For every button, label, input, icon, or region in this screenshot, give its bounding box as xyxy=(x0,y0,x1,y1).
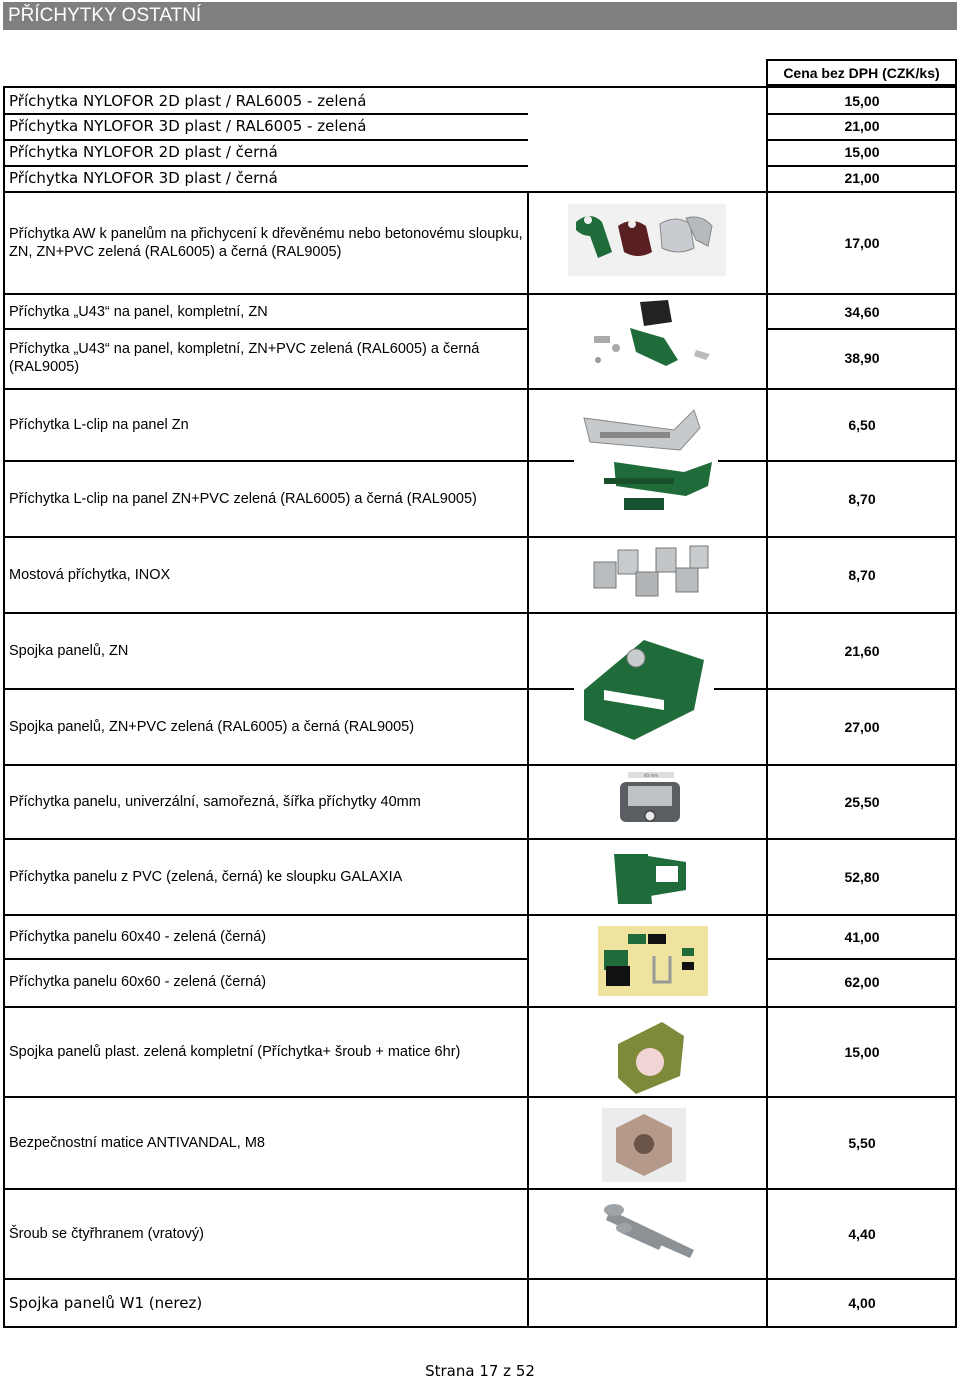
product-price: 4,00 xyxy=(848,1295,876,1311)
product-price: 4,40 xyxy=(848,1226,876,1242)
product-name: Šroub se čtyřhranem (vratový) xyxy=(9,1226,205,1242)
product-name: Mostová příchytka, INOX xyxy=(9,567,171,583)
table-rule xyxy=(3,1326,957,1328)
table-rule xyxy=(3,958,528,960)
product-name: Příchytka panelu z PVC (zelená, černá) ke sloupku GALAXIA xyxy=(9,869,403,885)
table-rule xyxy=(3,86,5,1328)
table-rule xyxy=(3,165,528,167)
product-name: Příchytka „U43“ na panel, kompletní, ZN+PVC zelená (RAL6005) a černá (RAL9005) xyxy=(9,341,480,375)
table-rule xyxy=(766,86,768,1328)
table-rule xyxy=(3,1096,957,1098)
table-rule xyxy=(766,958,957,960)
product-price: 52,80 xyxy=(844,869,880,885)
table-rule xyxy=(3,1188,957,1190)
price-column-header: Cena bez DPH (CZK/ks) xyxy=(766,59,957,86)
product-name: Spojka panelů, ZN xyxy=(9,643,129,659)
table-rule xyxy=(955,59,957,1328)
table-rule xyxy=(3,688,957,690)
product-name: Spojka panelů plast. zelená kompletní (Příchytka+ šroub + matice 6hr) xyxy=(9,1044,461,1060)
galaxia-clip-image xyxy=(610,848,690,910)
product-price: 15,00 xyxy=(844,1044,880,1060)
table-rule xyxy=(766,328,957,330)
product-price: 25,50 xyxy=(844,794,880,810)
antivandal-nut-image xyxy=(602,1108,686,1182)
table-rule xyxy=(3,460,957,462)
product-price: 5,50 xyxy=(848,1135,876,1151)
table-rule xyxy=(3,139,528,141)
product-name: Příchytka NYLOFOR 2D plast / černá xyxy=(9,143,278,161)
product-price: 17,00 xyxy=(844,235,880,251)
product-name: Příchytka AW k panelům na přichycení k dřevěnému nebo betonovému sloupku, ZN, ZN+PVC zelená (RAL6005) a černá (RAL9005) xyxy=(9,226,523,260)
product-price: 27,00 xyxy=(844,719,880,735)
table-rule xyxy=(3,191,957,193)
product-name: Bezpečnostní matice ANTIVANDAL, M8 xyxy=(9,1135,266,1151)
product-price: 21,00 xyxy=(844,170,880,186)
product-name: Spojka panelů W1 (nerez) xyxy=(9,1294,203,1312)
product-price: 62,00 xyxy=(844,974,880,990)
product-name: Příchytka panelu 60x60 - zelená (černá) xyxy=(9,974,267,990)
product-price: 6,50 xyxy=(848,417,876,433)
universal-clip-image xyxy=(614,772,686,832)
table-rule xyxy=(3,1278,957,1280)
product-name: Příchytka NYLOFOR 3D plast / RAL6005 - zelená xyxy=(9,117,367,135)
page-footer: Strana 17 z 52 xyxy=(425,1362,535,1380)
svg-text:40 mm: 40 mm xyxy=(643,773,659,778)
product-price: 8,70 xyxy=(848,567,876,583)
clip-60x40-image xyxy=(598,926,708,996)
product-name: Spojka panelů, ZN+PVC zelená (RAL6005) a černá (RAL9005) xyxy=(9,719,415,735)
product-price: 38,90 xyxy=(844,350,880,366)
table-rule xyxy=(3,1006,957,1008)
panel-connector-image xyxy=(574,630,714,742)
product-name: Příchytka „U43“ na panel, kompletní, ZN xyxy=(9,303,268,320)
table-rule xyxy=(3,838,957,840)
table-rule xyxy=(3,113,528,115)
product-name: Příchytka L-clip na panel ZN+PVC zelená (RAL6005) a černá (RAL9005) xyxy=(9,491,477,507)
product-price: 21,60 xyxy=(844,643,880,659)
product-name: Příchytka panelu 60x40 - zelená (černá) xyxy=(9,929,267,945)
table-rule xyxy=(527,193,529,1328)
product-name: Příchytka L-clip na panel Zn xyxy=(9,417,189,433)
carriage-bolt-image xyxy=(602,1198,698,1266)
page-title: PŘÍCHYTKY OSTATNÍ xyxy=(3,2,957,30)
table-rule xyxy=(3,612,957,614)
product-price: 8,70 xyxy=(848,491,876,507)
product-price: 34,60 xyxy=(844,303,880,320)
bridge-clip-image xyxy=(586,542,716,608)
table-rule xyxy=(3,293,957,295)
table-rule xyxy=(3,86,957,88)
product-name: Příchytka panelu, univerzální, samořezná, šířka příchytky 40mm xyxy=(9,794,421,810)
product-price: 15,00 xyxy=(844,144,880,160)
plastic-connector-image xyxy=(612,1014,688,1094)
product-price: 21,00 xyxy=(844,118,880,134)
table-rule xyxy=(3,388,957,390)
product-name: Příchytka NYLOFOR 3D plast / černá xyxy=(9,169,278,187)
table-rule xyxy=(766,139,957,141)
product-name: Příchytka NYLOFOR 2D plast / RAL6005 - zelená xyxy=(9,91,367,110)
table-rule xyxy=(766,113,957,115)
u43-clip-image xyxy=(588,298,718,378)
table-rule xyxy=(3,764,957,766)
table-rule xyxy=(3,536,957,538)
table-rule xyxy=(3,328,528,330)
table-rule xyxy=(766,165,957,167)
product-price: 41,00 xyxy=(844,929,880,945)
product-price: 15,00 xyxy=(844,92,880,109)
aw-clip-image xyxy=(568,204,726,276)
l-clip-image xyxy=(574,398,718,518)
table-rule xyxy=(3,914,957,916)
